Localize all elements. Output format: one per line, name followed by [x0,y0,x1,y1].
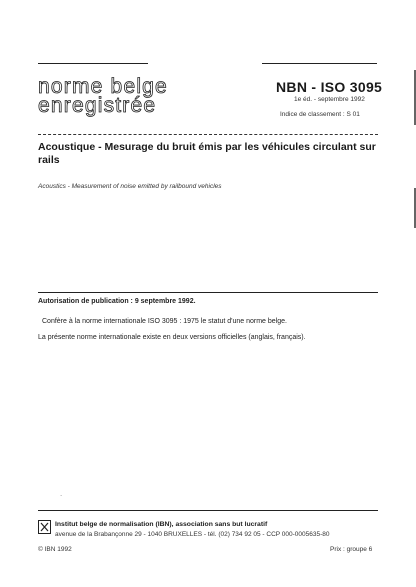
top-rule-right [262,63,377,64]
institute-address: avenue de la Brabançonne 29 - 1040 BRUXELLES - tél. (02) 734 92 05 - CCP 000-0005635-80 [55,531,330,538]
authorization-date: Autorisation de publication : 9 septembre 1992. [38,298,196,305]
brand-title-line2: enregistrée [38,94,157,117]
top-rule-left [38,63,148,64]
publication-statement-1: Confère à la norme internationale ISO 3095 : 1975 le statut d'une norme belge. [42,318,287,325]
price-group: Prix : groupe 6 [330,546,373,553]
small-mark: · [60,492,63,499]
publication-statement-2: La présente norme internationale existe en deux versions officielles (anglais, français). [38,334,306,341]
standard-number: NBN - ISO 3095 [276,79,383,95]
subject-title-en: Acoustics - Measurement of noise emitted by railbound vehicles [38,183,222,190]
brand-title-line1: norme belge [38,75,168,98]
subject-rule [38,134,378,135]
footer-rule [38,510,378,511]
institute-name: Institut belge de normalisation (IBN), association sans but lucratif [55,521,268,528]
publication-rule-top [38,292,378,293]
subject-title-fr: Acoustique - Mesurage du bruit émis par les véhicules circulant sur rails [38,141,376,166]
classification-index: Indice de classement : S 01 [280,111,360,118]
copyright: © IBN 1992 [38,546,72,553]
ibn-logo-icon [38,520,51,534]
edition-date: 1e éd. - septembre 1992 [294,96,365,103]
